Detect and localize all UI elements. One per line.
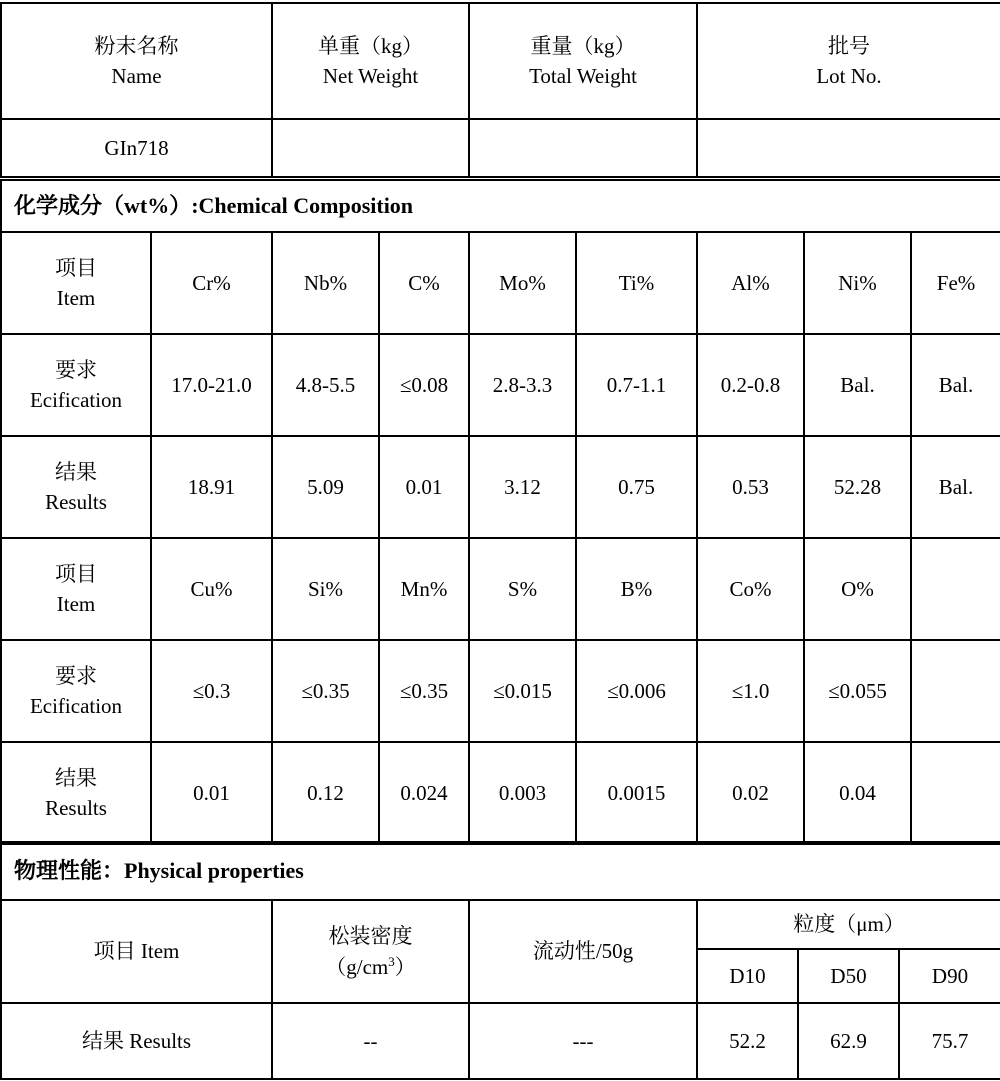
particle-size-header: 粒度（μm） [697, 900, 1000, 949]
element-cell: Co% [697, 538, 804, 640]
result-label: 结果 Results [1, 436, 151, 538]
result-row-2 [1, 742, 1000, 844]
spec-label: 要求 Ecification [1, 334, 151, 436]
element-cell: Al% [697, 232, 804, 334]
spec-cell: ≤0.08 [379, 334, 469, 436]
spec-cell [911, 640, 1000, 742]
result-cell: 0.003 [469, 742, 576, 844]
flowability-value: --- [469, 1003, 697, 1079]
chemical-composition-table [0, 179, 1000, 845]
result-cell: 0.12 [272, 742, 379, 844]
result-cell: 0.04 [804, 742, 911, 844]
result-cell: Bal. [911, 436, 1000, 538]
apparent-density-header: 松装密度 $(g/cm^3)$ [272, 900, 469, 1003]
net-weight-header: 单重（kg） Net Weight [272, 3, 469, 119]
element-cell: Nb% [272, 232, 379, 334]
spec-cell: Bal. [804, 334, 911, 436]
spec-cell: ≤0.35 [379, 640, 469, 742]
spec-cell: ≤0.015 [469, 640, 576, 742]
d50-value: 62.9 [798, 1003, 899, 1079]
d90-value: 75.7 [899, 1003, 1000, 1079]
element-cell: Cr% [151, 232, 272, 334]
result-cell: 52.28 [804, 436, 911, 538]
header-value-row [1, 119, 1000, 177]
net-weight-value [272, 119, 469, 177]
d50-header: D50 [798, 949, 899, 1003]
header-table [0, 2, 1000, 178]
flowability-header: 流动性/50g [469, 900, 697, 1003]
result-cell: 5.09 [272, 436, 379, 538]
name-header: 粉末名称 Name [1, 3, 272, 119]
element-cell: Mo% [469, 232, 576, 334]
item-label: 项目 Item [1, 232, 151, 334]
element-cell: Si% [272, 538, 379, 640]
element-cell: Cu% [151, 538, 272, 640]
item-row-1 [1, 232, 1000, 334]
spec-cell: ≤1.0 [697, 640, 804, 742]
item-row-2 [1, 538, 1000, 640]
spec-cell: ≤0.35 [272, 640, 379, 742]
physical-header-row [1, 900, 1000, 949]
spec-cell: ≤0.055 [804, 640, 911, 742]
spec-cell: ≤0.006 [576, 640, 697, 742]
spec-label: 要求 Ecification [1, 640, 151, 742]
element-cell: Fe% [911, 232, 1000, 334]
d10-value: 52.2 [697, 1003, 798, 1079]
result-cell: 18.91 [151, 436, 272, 538]
header-label-row [1, 3, 1000, 119]
physical-item-label: 项目 Item [1, 900, 272, 1003]
result-cell [911, 742, 1000, 844]
spec-cell: 2.8-3.3 [469, 334, 576, 436]
lot-number-value [697, 119, 1000, 177]
result-cell: 0.0015 [576, 742, 697, 844]
element-cell: B% [576, 538, 697, 640]
total-weight-header: 重量（kg） Total Weight [469, 3, 697, 119]
result-row-1 [1, 436, 1000, 538]
powder-name-value: GIn718 [1, 119, 272, 177]
physical-result-row [1, 1003, 1000, 1079]
d10-header: D10 [697, 949, 798, 1003]
result-cell: 0.53 [697, 436, 804, 538]
result-cell: 0.01 [379, 436, 469, 538]
result-cell: 0.75 [576, 436, 697, 538]
spec-cell: 4.8-5.5 [272, 334, 379, 436]
element-cell: Ti% [576, 232, 697, 334]
spec-cell: 0.7-1.1 [576, 334, 697, 436]
result-label: 结果 Results [1, 742, 151, 844]
apparent-density-value: -- [272, 1003, 469, 1079]
element-cell: S% [469, 538, 576, 640]
result-cell: 0.01 [151, 742, 272, 844]
physical-properties-table [0, 841, 1000, 1080]
physical-section-title: 物理性能：Physical properties [1, 842, 1000, 900]
spec-cell: ≤0.3 [151, 640, 272, 742]
spec-cell: Bal. [911, 334, 1000, 436]
element-cell [911, 538, 1000, 640]
element-cell: O% [804, 538, 911, 640]
spec-cell: 0.2-0.8 [697, 334, 804, 436]
spec-row-1 [1, 334, 1000, 436]
total-weight-value [469, 119, 697, 177]
result-cell: 3.12 [469, 436, 576, 538]
result-cell: 0.024 [379, 742, 469, 844]
physical-result-label: 结果 Results [1, 1003, 272, 1079]
lot-number-header: 批号 Lot No. [697, 3, 1000, 119]
chemical-section-title: 化学成分（wt%）:Chemical Composition [1, 180, 1000, 232]
spec-row-2 [1, 640, 1000, 742]
element-cell: Ni% [804, 232, 911, 334]
element-cell: C% [379, 232, 469, 334]
item-label: 项目 Item [1, 538, 151, 640]
result-cell: 0.02 [697, 742, 804, 844]
d90-header: D90 [899, 949, 1000, 1003]
element-cell: Mn% [379, 538, 469, 640]
spec-cell: 17.0-21.0 [151, 334, 272, 436]
